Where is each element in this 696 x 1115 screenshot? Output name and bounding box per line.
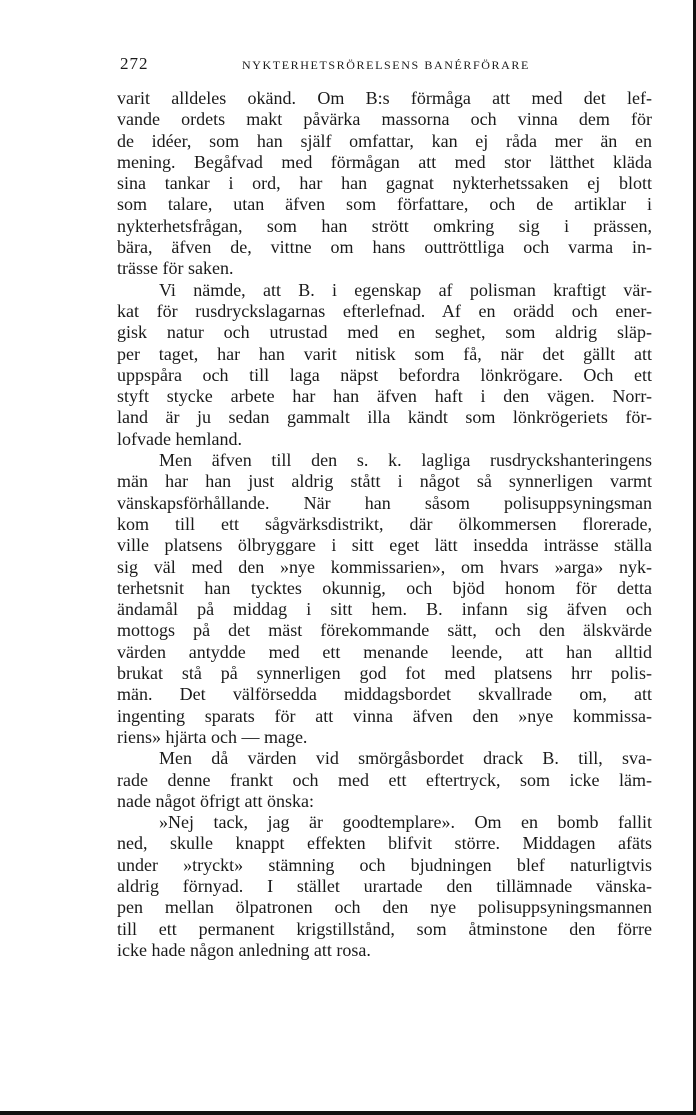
text-line: vande ordets makt påvärka massorna och vinna dem för — [117, 109, 652, 130]
text-line: ville platsens ölbryggare i sitt eget lätt insedda inträsse ställa — [117, 535, 652, 556]
body-text — [117, 88, 652, 961]
text-line: per taget, har han varit nitisk som få, när det gällt att — [117, 343, 652, 364]
text-line: som talare, utan äfven som författare, och de artiklar i — [117, 194, 652, 215]
text-line: under »tryckt» stämning och bjudningen blef naturligtvis — [117, 854, 652, 875]
text-line: pen mellan ölpatronen och den nye polisuppsyningsmannen — [117, 897, 652, 918]
text-line: ingenting sparats för att vinna äfven den »nye kommissa- — [117, 705, 652, 726]
text-line: trässe för saken. — [117, 258, 234, 279]
text-line: varit alldeles okänd. Om B:s förmåga att med det lef- — [117, 88, 652, 108]
text-line: bära, äfven de, vittne om hans outtröttliga och varma in- — [117, 237, 652, 258]
text-line: vänskapsförhållande. När han såsom polisuppsyningsman — [117, 492, 652, 513]
text-line: riens» hjärta och — mage. — [117, 726, 308, 747]
running-head: NYKTERHETSRÖRELSENS BANÉRFÖRARE — [242, 58, 530, 72]
text-line: nade något öfrigt att önska: — [117, 790, 314, 811]
text-line: rade denne frankt och med ett eftertryck, som icke läm- — [117, 769, 652, 790]
page-edge-rule-bottom — [0, 1111, 696, 1115]
text-line: terhetsnit han tycktes okunnig, och bjöd honom för detta — [117, 577, 652, 598]
text-line: lofvade hemland. — [117, 428, 242, 449]
text-line: »Nej tack, jag är goodtemplare». Om en bomb fallit — [159, 812, 652, 833]
text-line: män har han just aldrig stått i något så synnerligen varmt — [117, 471, 652, 492]
text-line: brukat stå på synnerligen god fot med platsens hrr polis- — [117, 663, 652, 684]
text-line: gisk natur och utrustad med en seghet, som aldrig släp- — [117, 322, 652, 343]
text-line: land är ju sedan gammalt illa kändt som lönkrögeriets för- — [117, 407, 652, 428]
text-line: ned, skulle knappt effekten blifvit större. Middagen afäts — [117, 833, 652, 854]
text-line: icke hade någon anledning att rosa. — [117, 939, 371, 960]
text-line: aldrig förnyad. I stället urartade den tillämnade vänska- — [117, 875, 652, 896]
text-line: värden antydde med ett menande leende, att han alltid — [117, 641, 652, 662]
text-line: ändamål på middag i sitt hem. B. infann sig äfven och — [117, 599, 652, 620]
text-line: män. Det välförsedda middagsbordet skvallrade om, att — [117, 684, 652, 705]
text-line: styft stycke arbete har han äfven haft i den vägen. Norr- — [117, 386, 652, 407]
text-line: uppspåra och till laga näpst befordra lönkrögare. Och ett — [117, 364, 652, 385]
text-line: sig väl med den »nye kommissarien», om hvars »arga» nyk- — [117, 556, 652, 577]
text-line: mening. Begåfvad med förmågan att med stor lätthet kläda — [117, 151, 652, 172]
text-line: Men då värden vid smörgåsbordet drack B. till, sva- — [159, 748, 652, 769]
text-line: sina tankar i ord, har han gagnat nykterhetssaken ej blott — [117, 173, 652, 194]
page-header — [120, 54, 650, 78]
text-line: kom till ett sågvärksdistrikt, där ölkommersen florerade, — [117, 513, 652, 534]
text-line: nykterhetsfrågan, som han strött omkring sig i prässen, — [117, 215, 652, 236]
text-line: till ett permanent krigstillstånd, som åtminstone den förre — [117, 918, 652, 939]
text-line: de idéer, som han själf omfattar, kan ej råda mer än en — [117, 130, 652, 151]
page-number: 272 — [120, 54, 149, 73]
text-line: Men äfven till den s. k. lagliga rusdryckshanteringens — [159, 450, 652, 471]
text-line: kat för rusdryckslagarnas efterlefnad. Af en orädd och ener- — [117, 300, 652, 321]
text-line: Vi nämde, att B. i egenskap af polisman kraftigt vär- — [159, 279, 652, 300]
text-line: mottogs på det mäst förekommande sätt, och den älskvärde — [117, 620, 652, 641]
